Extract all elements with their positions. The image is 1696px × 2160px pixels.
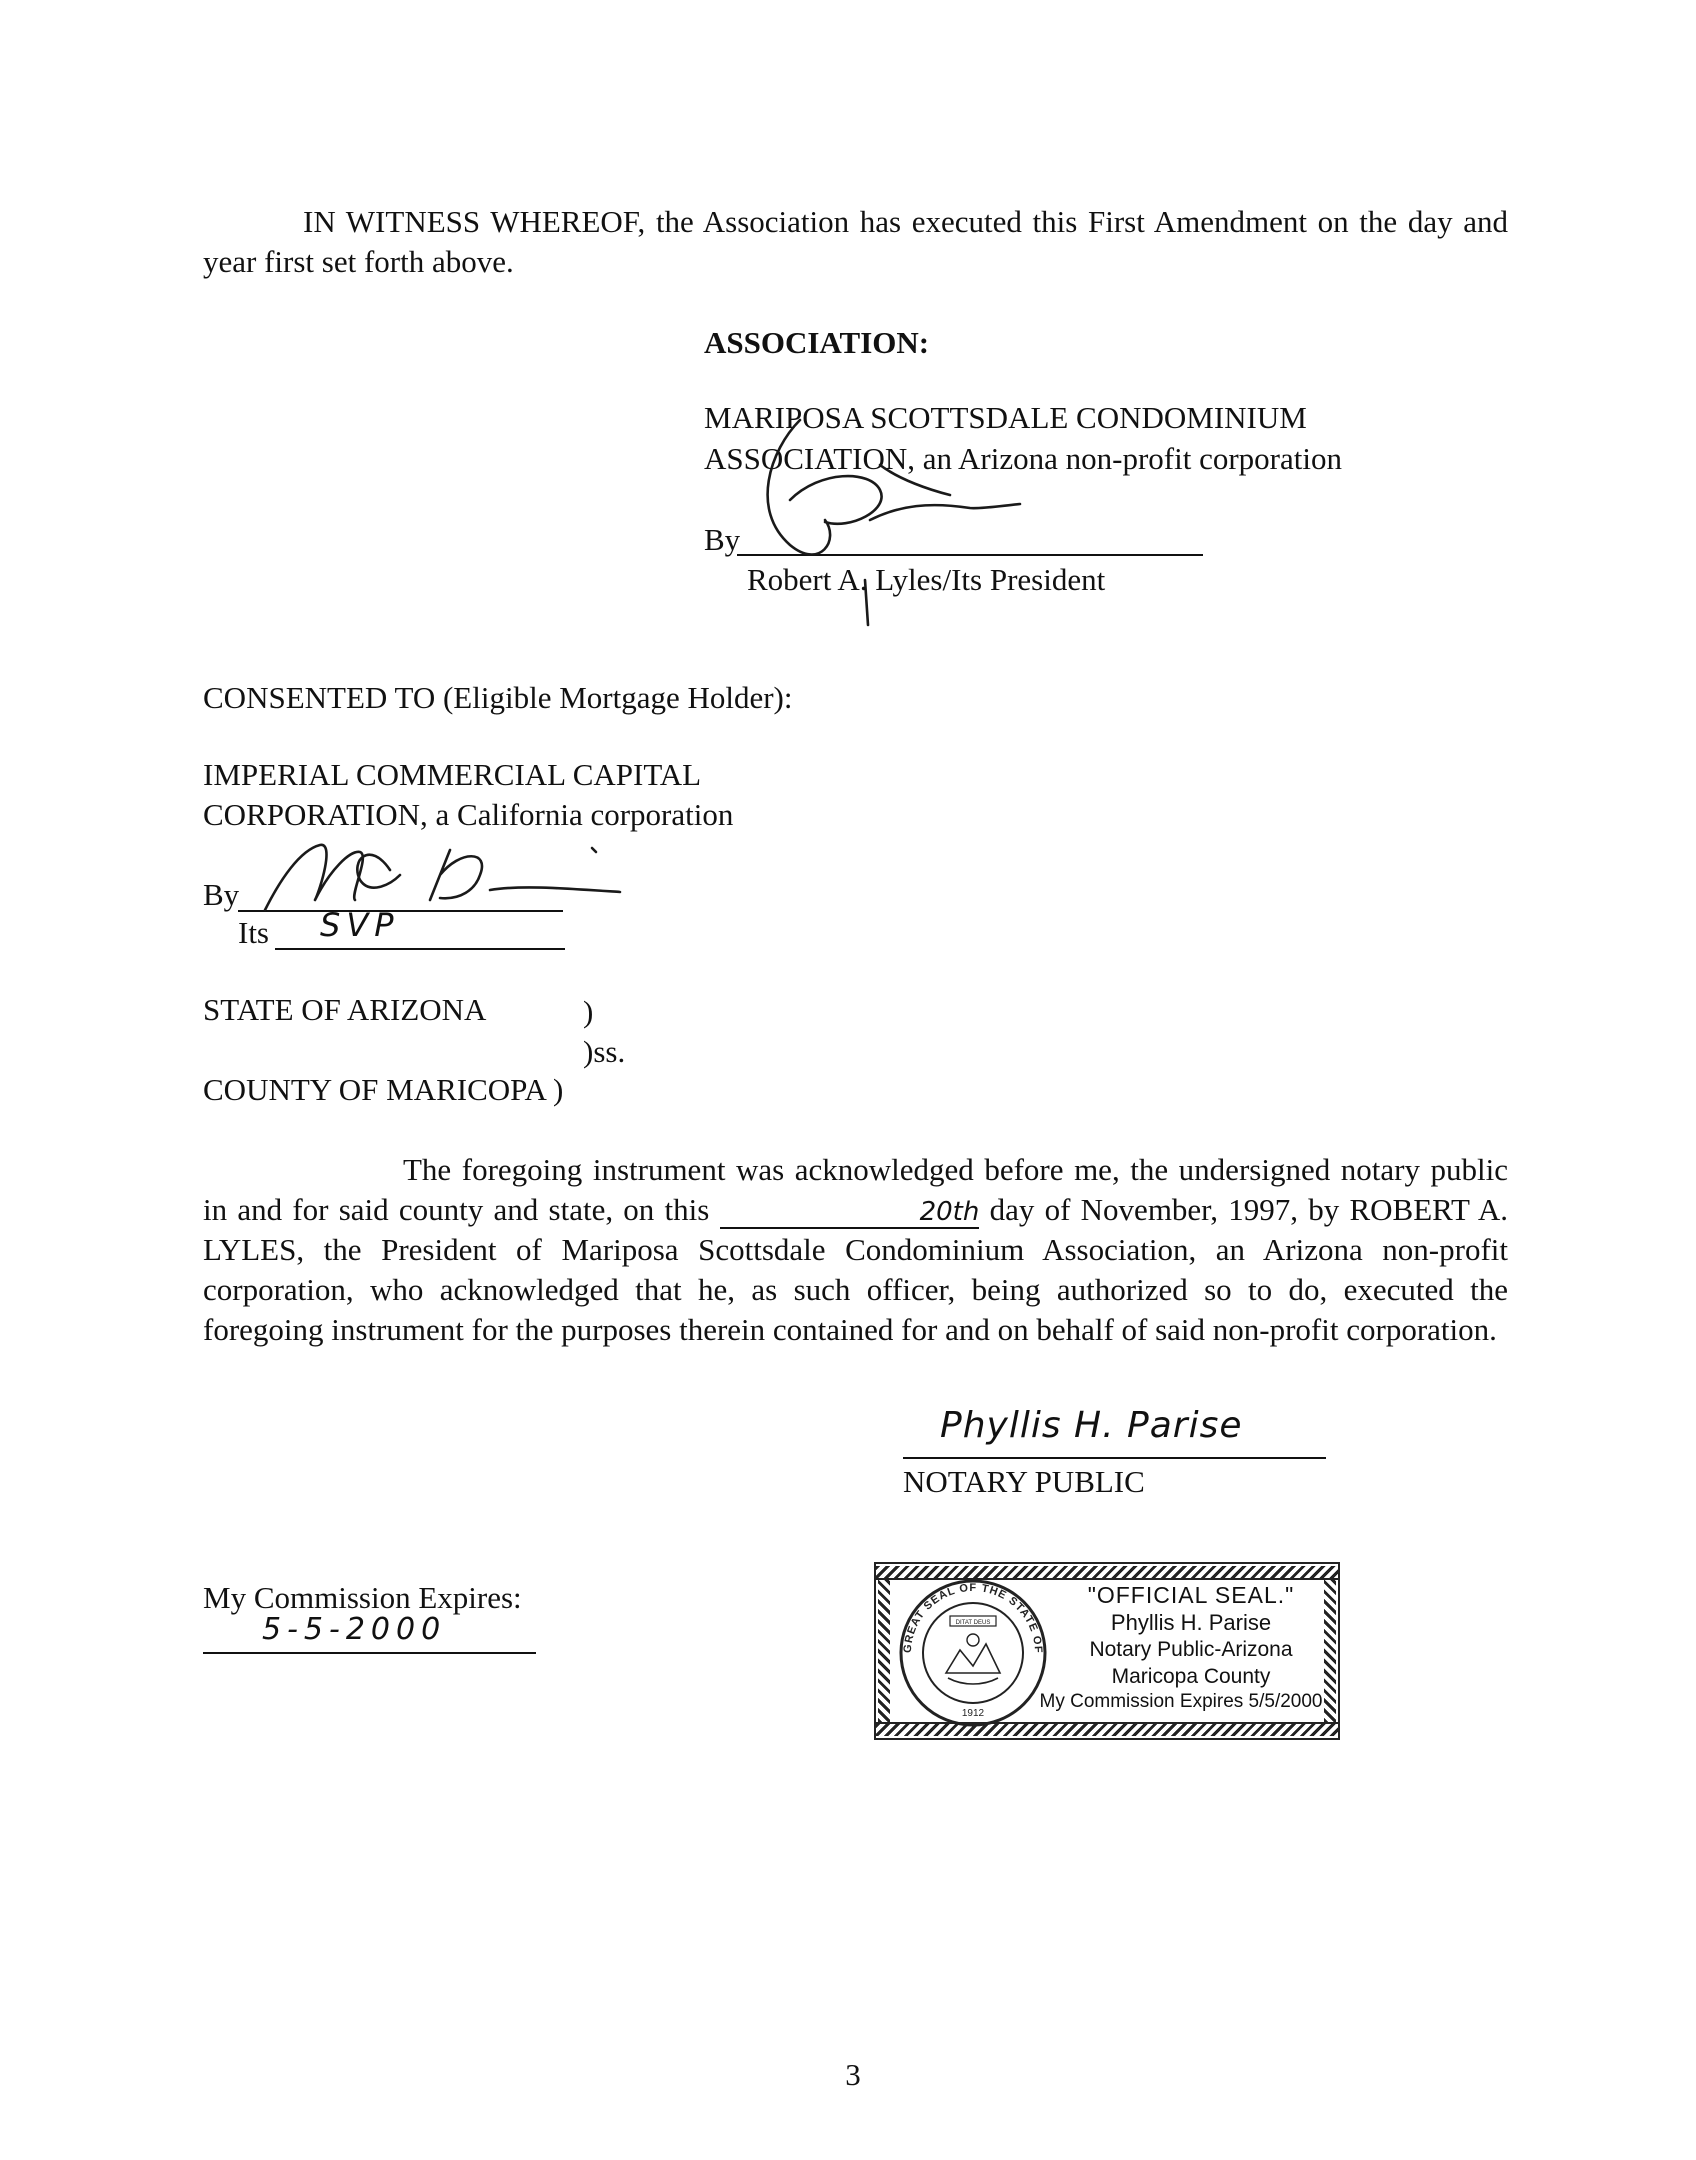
venue-county: COUNTY OF MARICOPA ): [203, 1072, 564, 1107]
svg-text:1912: 1912: [961, 1708, 985, 1719]
seal-expires: My Commission Expires 5/5/2000: [1039, 1691, 1323, 1712]
association-by-label: By: [704, 522, 741, 557]
page-number: 3: [845, 2057, 861, 2092]
seal-title: "OFFICIAL SEAL.": [1087, 1582, 1295, 1608]
notary-label: NOTARY PUBLIC: [903, 1464, 1145, 1499]
commission-label: My Commission Expires:: [203, 1580, 522, 1615]
consent-its-label: Its: [238, 915, 269, 950]
witness-paragraph: IN WITNESS WHEREOF, the Association has executed this First Amendment on the day and year first set forth above.: [203, 204, 1508, 279]
venue-paren: ): [583, 994, 594, 1029]
consent-signature: [240, 830, 620, 920]
association-heading: ASSOCIATION:: [704, 325, 930, 360]
consent-by-label: By: [203, 877, 240, 912]
svg-text:GREAT SEAL OF THE STATE OF ARI: GREAT SEAL OF THE STATE OF: [901, 1581, 1045, 1655]
svg-text:DITAT DEUS: DITAT DEUS: [955, 1620, 991, 1626]
consent-its-line: [275, 948, 565, 950]
seal-role: Notary Public-Arizona: [1089, 1638, 1293, 1661]
seal-county: Maricopa County: [1111, 1665, 1271, 1688]
acknowledgment-paragraph: [203, 1150, 1508, 1350]
consent-heading: CONSENTED TO (Eligible Mortgage Holder):: [203, 680, 793, 715]
consent-name-line1: IMPERIAL COMMERCIAL CAPITAL: [203, 757, 702, 792]
acknowledgment-part2: day of November, 1997, by ROBERT A. LYLES, the President of Mariposa Scottsdale Condominium Association, an Arizona non-profit corporation, who acknowledged that he, as such officer, being authorized so to do, executed the foregoing instrument for the purposes therein contained for and on behalf of said non-profit corporation.: [203, 1192, 1509, 1347]
venue-state: STATE OF ARIZONA: [203, 992, 487, 1027]
acknowledgment-day: 20th: [720, 1197, 980, 1229]
notary-signature: Phyllis H. Parise: [940, 1405, 1243, 1446]
consent-name-line2: CORPORATION, a California corporation: [203, 797, 734, 832]
commission-line: [203, 1652, 536, 1654]
association-signer: Robert A. Lyles/Its President: [747, 562, 1106, 597]
association-name-line2: ASSOCIATION, an Arizona non-profit corporation: [704, 441, 1342, 476]
arizona-state-seal-emblem: [898, 1578, 1048, 1728]
association-name-line1: MARIPOSA SCOTTSDALE CONDOMINIUM: [704, 400, 1307, 435]
venue-ss: )ss.: [583, 1034, 626, 1069]
notary-signature-line: [903, 1457, 1326, 1459]
consent-its-value: SVP: [320, 906, 400, 944]
commission-date: 5-5-2000: [262, 1612, 447, 1647]
acknowledgment-part1: The foregoing instrument was acknowledged before me, the undersigned notary public in and for said county and state, on this: [203, 1152, 1508, 1227]
official-seal: [874, 1562, 1340, 1740]
seal-border-left: [878, 1580, 890, 1722]
seal-name: Phyllis H. Parise: [1110, 1610, 1272, 1635]
